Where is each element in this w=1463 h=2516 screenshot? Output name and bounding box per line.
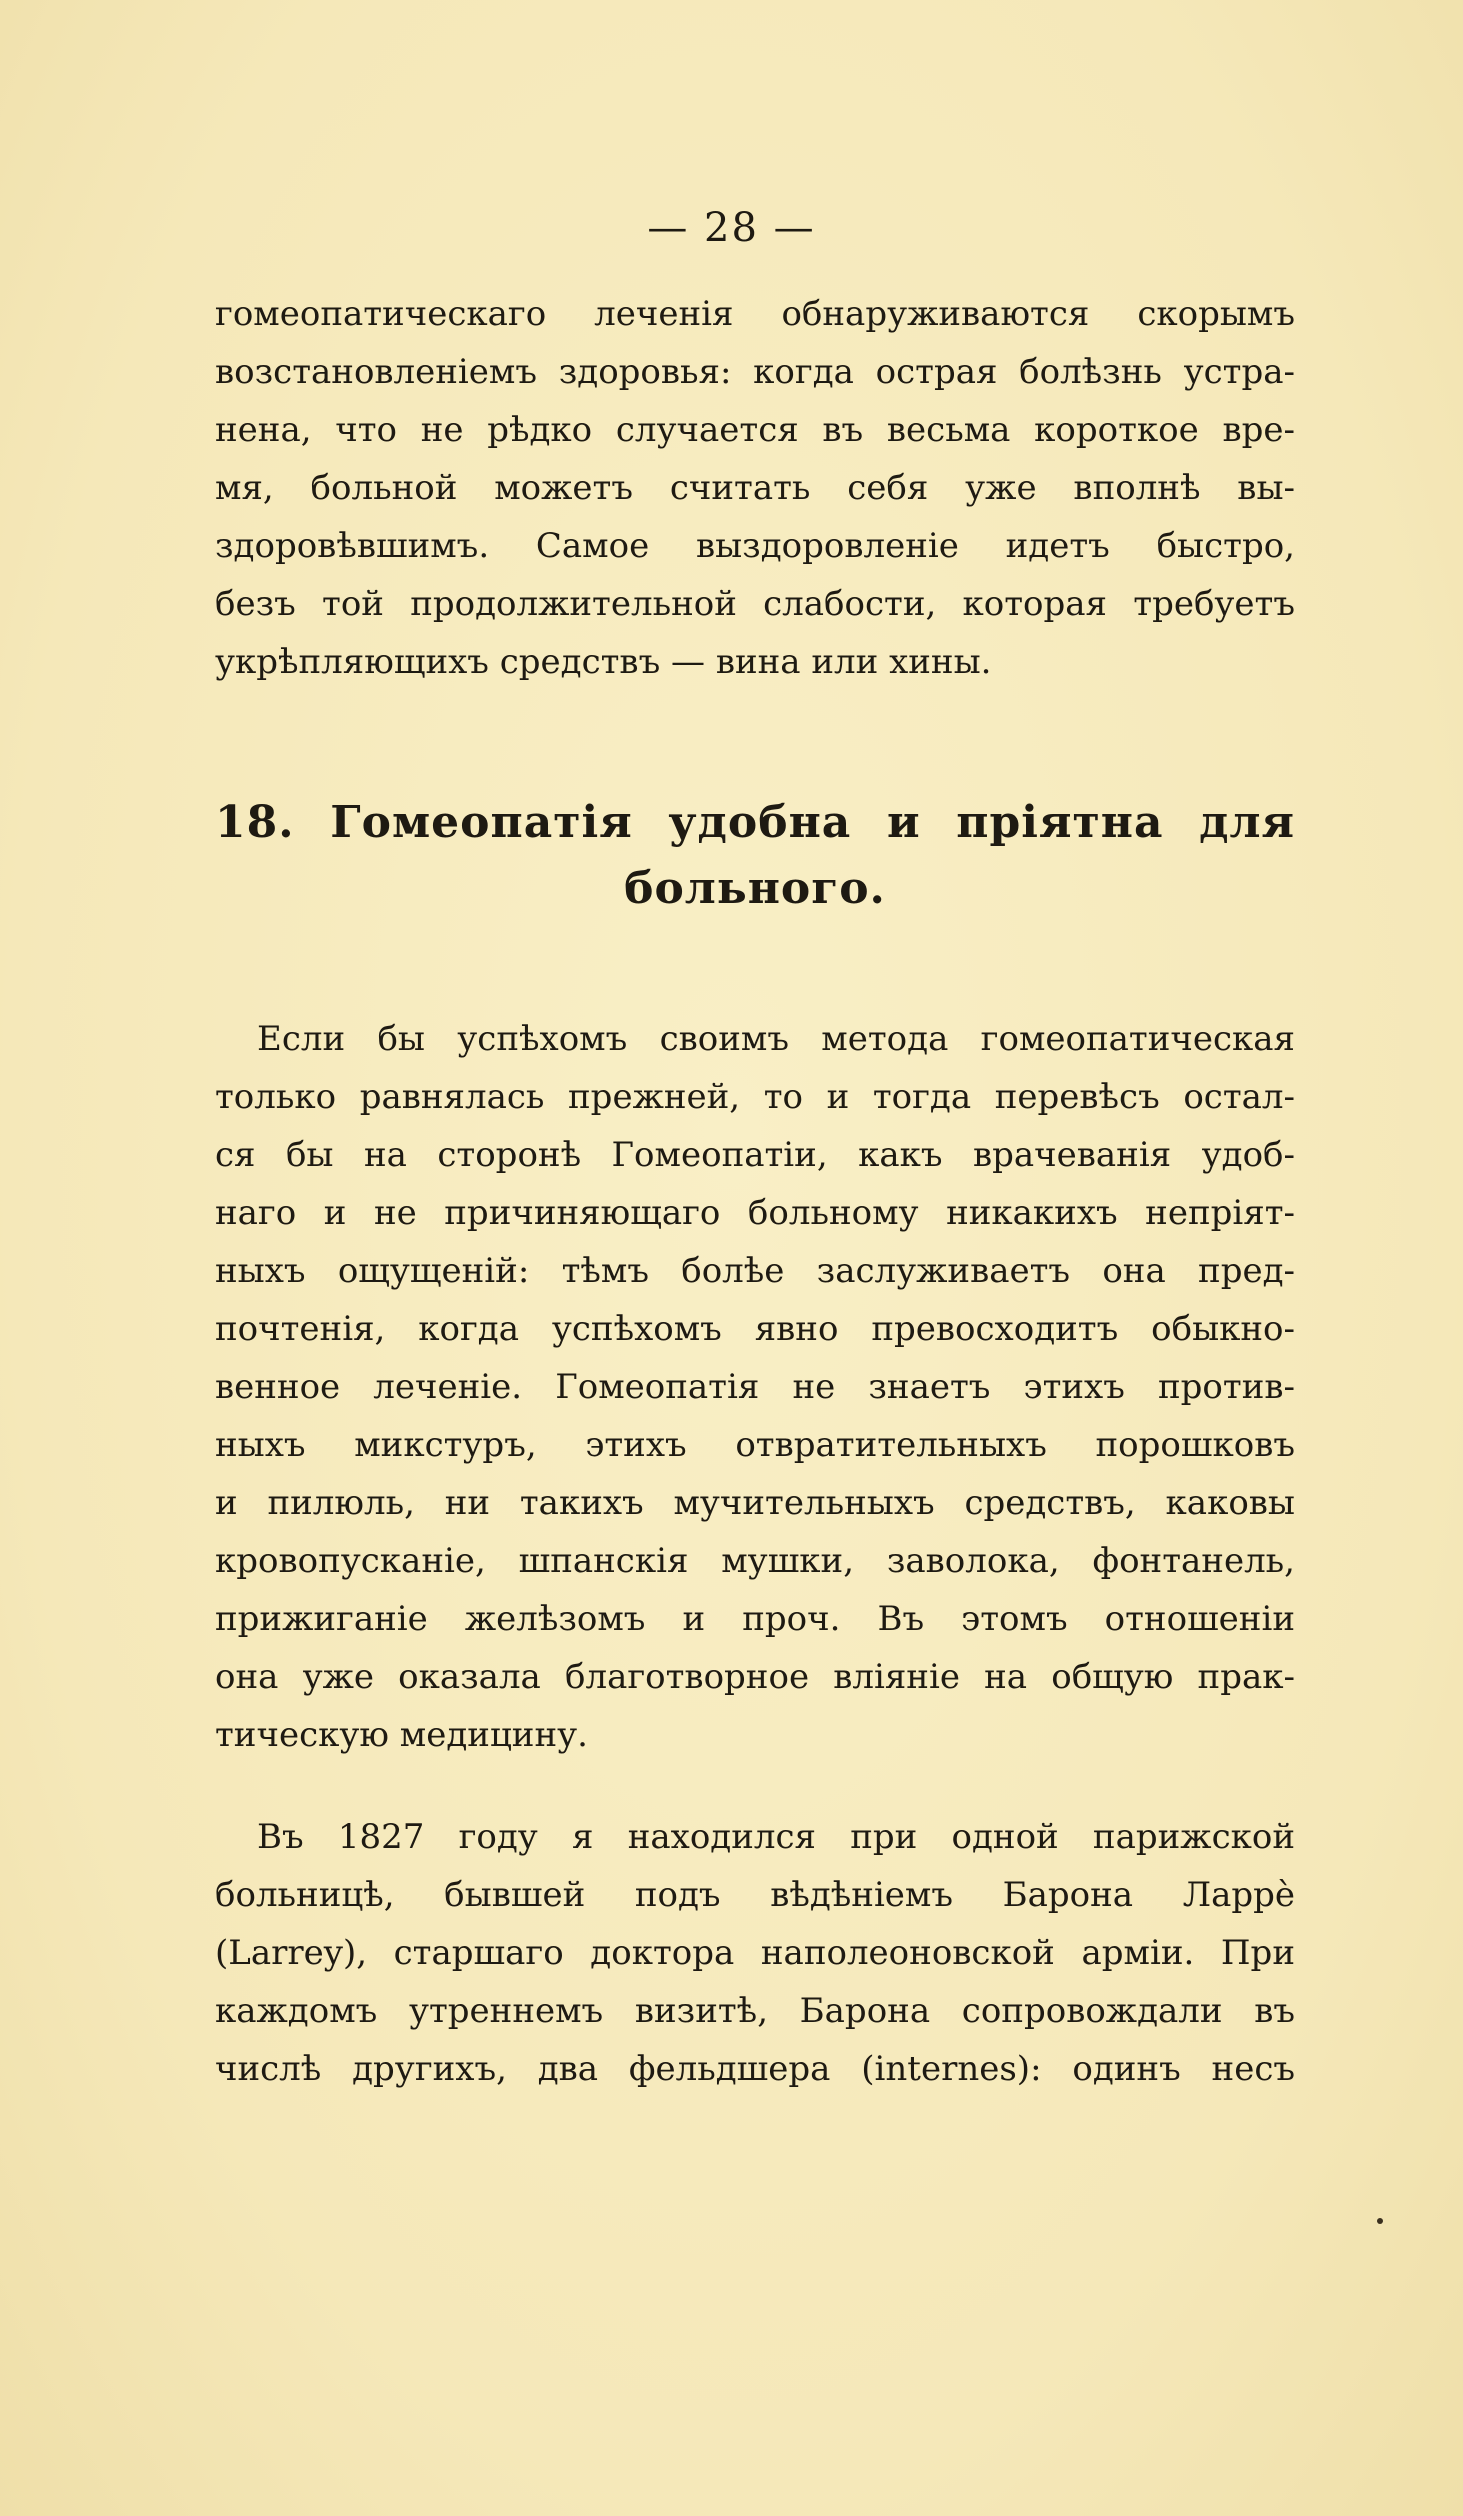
- text-line: возстановленіемъ здоровья: когда острая болѣзнь устра-: [215, 352, 1295, 392]
- text-line: каждомъ утреннемъ визитѣ, Барона сопровождали въ: [215, 1991, 1295, 2031]
- section-heading-line-2: больного.: [624, 863, 886, 914]
- page-number: — 28 —: [647, 205, 816, 251]
- text-line: (Larrey), старшаго доктора наполеоновской арміи. При: [215, 1933, 1295, 1973]
- text-line: венное леченіе. Гомеопатія не знаетъ этихъ против-: [215, 1367, 1295, 1407]
- ink-speck: [1377, 2218, 1383, 2224]
- text-line: только равнялась прежней, то и тогда перевѣсъ остал-: [215, 1077, 1295, 1117]
- text-line: Въ 1827 году я находился при одной парижской: [257, 1817, 1295, 1857]
- text-line: ся бы на сторонѣ Гомеопатіи, какъ врачеванія удоб-: [215, 1135, 1295, 1175]
- text-line: кровопусканіе, шпанскія мушки, заволока, фонтанель,: [215, 1541, 1295, 1581]
- text-line: она уже оказала благотворное вліяніе на общую прак-: [215, 1657, 1295, 1697]
- section-heading: [215, 790, 1295, 922]
- section-heading-line-1: 18. Гомеопатія удобна и пріятна для: [215, 797, 1295, 848]
- paragraph-3: [215, 1808, 1295, 2098]
- paragraph-1: [215, 285, 1295, 691]
- text-line: ныхъ микстуръ, этихъ отвратительныхъ порошковъ: [215, 1425, 1295, 1465]
- text-line: Если бы успѣхомъ своимъ метода гомеопатическая: [257, 1019, 1295, 1059]
- text-line: прижиганіе желѣзомъ и проч. Въ этомъ отношеніи: [215, 1599, 1295, 1639]
- text-line: наго и не причиняющаго больному никакихъ непріят-: [215, 1193, 1295, 1233]
- text-line: нена, что не рѣдко случается въ весьма короткое вре-: [215, 410, 1295, 450]
- text-line: здоровѣвшимъ. Самое выздоровленіе идетъ быстро,: [215, 526, 1295, 566]
- text-line: ныхъ ощущеній: тѣмъ болѣе заслуживаетъ она пред-: [215, 1251, 1295, 1291]
- text-line: и пилюль, ни такихъ мучительныхъ средствъ, каковы: [215, 1483, 1295, 1523]
- text-line: безъ той продолжительной слабости, которая требуетъ: [215, 584, 1295, 624]
- text-line: числѣ другихъ, два фельдшера (internes): одинъ несъ: [215, 2049, 1295, 2089]
- text-line: укрѣпляющихъ средствъ — вина или хины.: [215, 642, 992, 682]
- text-line: почтенія, когда успѣхомъ явно превосходитъ обыкно-: [215, 1309, 1295, 1349]
- text-line: тическую медицину.: [215, 1715, 588, 1755]
- paragraph-2: [215, 1010, 1295, 1764]
- text-line: больницѣ, бывшей подъ вѣдѣніемъ Барона Ларрè: [215, 1875, 1295, 1915]
- text-line: гомеопатическаго леченія обнаруживаются скорымъ: [215, 294, 1295, 334]
- text-line: мя, больной можетъ считать себя уже вполнѣ вы-: [215, 468, 1295, 508]
